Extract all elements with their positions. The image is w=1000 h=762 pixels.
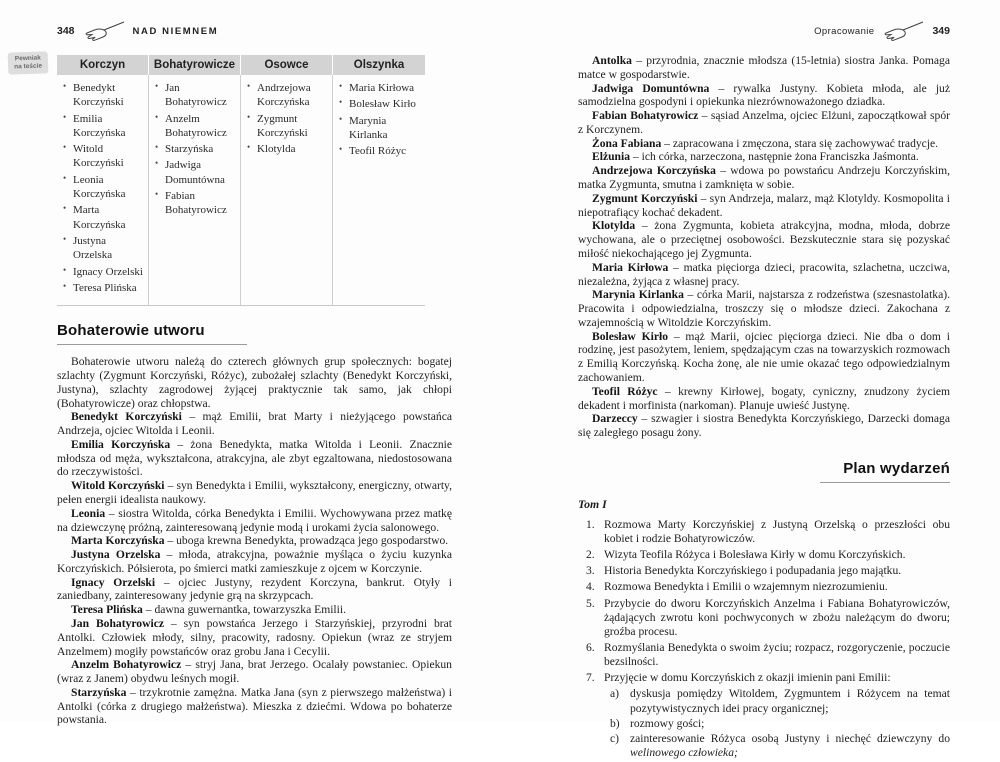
character-name: Andrzejowa Korczyńska bbox=[592, 164, 716, 178]
page-left bbox=[57, 20, 452, 727]
character-entry bbox=[578, 164, 950, 192]
character-name: Teofil Różyc bbox=[592, 384, 658, 398]
plan-item-text: Wizyta Teofila Różyca i Bolesława Kirły w domu Korczyńskich. bbox=[604, 548, 906, 562]
character-name: Antolka bbox=[592, 54, 632, 67]
character-desc: – szwagier i siostra Benedykta Korczyńskiego, Darzecki domaga się zaległego posagu żony. bbox=[578, 412, 950, 440]
plan-item bbox=[586, 671, 950, 760]
list-item: • Marynia Kirlanka bbox=[339, 114, 421, 143]
exam-tip-badge bbox=[8, 51, 49, 75]
characters-section-heading bbox=[57, 322, 452, 345]
character-name: Marta Korczyńska bbox=[71, 534, 165, 548]
hand-with-pen-icon bbox=[83, 20, 125, 42]
list-item: • Klotylda bbox=[247, 142, 328, 156]
character-desc: – żona Zygmunta, kobieta atrakcyjna, modna, młoda, dobrze wychowana, ale o przeciętnej osobowości. Bezskutecznie stara się pozyskać miłość niekochającego jej Zygmunta. bbox=[578, 219, 950, 260]
list-item: • Teofil Różyc bbox=[339, 144, 421, 158]
badge-line-2: na teście bbox=[14, 62, 43, 71]
character-entry bbox=[578, 288, 950, 329]
character-entry bbox=[578, 261, 950, 289]
list-item: • Zygmunt Korczyński bbox=[247, 112, 328, 141]
character-entry bbox=[57, 438, 452, 479]
column-header-korczyn: Korczyn bbox=[57, 55, 149, 75]
plan-item-text: Rozmowa Benedykta i Emilii o wzajemnym niezrozumieniu. bbox=[604, 580, 888, 594]
character-name: Elżunia bbox=[592, 150, 631, 164]
character-desc: – uboga krewna Benedykta, prowadząca jego gospodarstwo. bbox=[167, 534, 449, 548]
character-entry bbox=[57, 534, 452, 548]
character-groups-table bbox=[57, 55, 425, 306]
character-entry bbox=[57, 686, 452, 727]
plan-item bbox=[586, 518, 950, 546]
list-item: • Ignacy Orzelski bbox=[63, 265, 144, 279]
plan-item bbox=[586, 580, 950, 594]
character-name: Żona Fabiana bbox=[592, 136, 662, 150]
left-page-number: 348 bbox=[57, 25, 75, 37]
plan-sub-item-text: zainteresowanie Różyca osobą Justyny i niechęć dziewczyny do bbox=[630, 731, 950, 745]
character-name: Ignacy Orzelski bbox=[71, 575, 156, 589]
plan-item bbox=[586, 641, 950, 669]
character-name: Witold Korczyński bbox=[71, 479, 165, 493]
left-page-header bbox=[57, 20, 452, 42]
character-desc: – syn Andrzeja, malarz, mąż Klotyldy. Kosmopolita i niepotrafiący kochać dekadent. bbox=[578, 191, 950, 219]
character-desc: – ich córka, narzeczona, następnie żona Franciszka Jaśmonta. bbox=[632, 150, 919, 164]
plan-of-events-list bbox=[586, 518, 950, 760]
list-item: • Justyna Orzelska bbox=[63, 234, 144, 263]
column-header-olszynka: Olszynka bbox=[333, 55, 425, 75]
character-name: Bolesław Kirło bbox=[592, 329, 669, 343]
character-desc: – mąż Emilii, brat Marty i nieżyjącego powstańca Andrzeja, ojciec Witolda i Leonii. bbox=[57, 410, 452, 438]
badge-line-1: Pewniak bbox=[14, 54, 41, 63]
character-desc: – młoda, atrakcyjna, poważnie myśląca o życiu kuzynka Korczyńskich. Półsierota, po śmierci matki zamieszkuje z ojcem w Korczynie. bbox=[57, 548, 452, 575]
character-entry bbox=[57, 617, 452, 658]
section-title: Plan wydarzeń bbox=[843, 459, 950, 477]
character-name: Anzelm Bohatyrowicz bbox=[71, 658, 182, 672]
volume-label: Tom I bbox=[578, 496, 607, 511]
character-entry bbox=[578, 150, 950, 164]
plan-sub-item-text: rozmowy gości; bbox=[630, 716, 705, 730]
table-column-korczyn bbox=[57, 75, 149, 305]
character-entry bbox=[578, 54, 950, 82]
character-entry bbox=[578, 385, 950, 413]
table-body bbox=[57, 75, 425, 305]
list-item: • Witold Korczyński bbox=[63, 142, 144, 171]
plan-item bbox=[586, 564, 950, 578]
page-right bbox=[578, 20, 950, 762]
list-item: • Teresa Plińska bbox=[63, 281, 144, 295]
character-name: Klotylda bbox=[592, 219, 636, 233]
heading-underline bbox=[820, 482, 950, 483]
character-desc: – żona Benedykta, matka Witolda i Leonii. Znacznie młodsza od męża, wykształcona, atrakcyjna, ale zbyt egzaltowana, niedostosowana do rzeczywistości. bbox=[57, 437, 453, 479]
right-page-header bbox=[578, 20, 950, 42]
character-desc: – mąż Marii, ojciec pięciorga dzieci. Nie dba o dom i rodzinę, jest pasożytem, leniem, spędzającym czas na towarzyskich rozmowach z Emilią Korczyńską. Kocha żonę, ale nie umie okazać tego odpowiedzialnym zachowaniem. bbox=[578, 329, 950, 384]
character-entry bbox=[57, 576, 452, 604]
character-entry bbox=[57, 658, 452, 686]
running-label: Opracowanie bbox=[814, 25, 875, 37]
list-item: • Benedykt Korczyński bbox=[63, 81, 144, 110]
character-entry bbox=[578, 219, 950, 260]
plan-sub-item bbox=[610, 732, 950, 760]
plan-sub-item-text: dyskusja pomiędzy Witoldem, Zygmuntem i Różycem na temat pozytywistycznych idei pracy organicznej; bbox=[630, 687, 950, 715]
plan-item bbox=[586, 548, 950, 562]
list-item: • Jan Bohatyrowicz bbox=[155, 81, 236, 110]
character-desc: – przyrodnia, znacznie młodsza (15-letnia) siostra Janka. Pomaga matce w gospodarstwie. bbox=[578, 54, 950, 81]
hand-with-pen-icon bbox=[882, 20, 924, 42]
list-item: • Bolesław Kirło bbox=[339, 97, 421, 111]
column-header-bohatyrowicze: Bohatyrowicze bbox=[149, 55, 241, 75]
character-desc: – trzykrotnie zamężna. Matka Jana (syn z pierwszego małżeństwa) i Antolki (córka z drugiego małżeństwa). Mieszka z dziećmi. Wdowa po bohaterze powstania. bbox=[57, 685, 452, 727]
character-desc: – matka pięciorga dzieci, pracowita, szlachetna, uczciwa, niezależna, żyjąca z własnej pracy. bbox=[578, 260, 950, 288]
character-desc: – ojciec Justyny, rezydent Korczyna, bankrut. Otyły i zaniedbany, zainteresowany jedynie grą na skrzypcach. bbox=[57, 575, 452, 603]
character-name: Leonia bbox=[71, 506, 106, 520]
plan-item-text: Przybycie do dworu Korczyńskich Anzelma i Fabiana Bohatyrowiczów, żądających zwrotu koni pochwyconych w zbożu należącym do dworu; groźba procesu. bbox=[604, 596, 950, 638]
character-desc: – rywalka Justyny. Kobieta młoda, ale już samodzielna gospodyni i opiekunka niezrównoważonego dziadka. bbox=[578, 81, 950, 109]
character-name: Jadwiga Domuntówna bbox=[592, 81, 710, 95]
plan-section-heading bbox=[578, 460, 950, 483]
plan-sub-item bbox=[610, 687, 950, 715]
list-item: • Anzelm Bohatyrowicz bbox=[155, 112, 236, 141]
table-column-osowce bbox=[241, 75, 333, 305]
character-entry bbox=[578, 137, 950, 151]
list-item: • Jadwiga Domuntówna bbox=[155, 158, 236, 187]
character-name: Darzeccy bbox=[592, 412, 638, 426]
character-desc: – dawna guwernantka, towarzyszka Emilii. bbox=[145, 603, 346, 617]
character-entry bbox=[578, 330, 950, 385]
list-item: • Leonia Korczyńska bbox=[63, 173, 144, 202]
plan-sub-list bbox=[610, 687, 950, 760]
character-name: Zygmunt Korczyński bbox=[592, 191, 698, 205]
table-column-bohatyrowicze bbox=[149, 75, 241, 305]
plan-sub-item-italic-text: welinowego człowieka; bbox=[630, 745, 738, 759]
character-entry bbox=[578, 82, 950, 110]
character-entry bbox=[57, 479, 452, 507]
plan-item-text: Historia Benedykta Korczyńskiego i podupadania jego majątku. bbox=[604, 564, 902, 578]
character-desc: – krewny Kirłowej, bogaty, cyniczny, znudzony życiem dekadent i morfinista (narkoman). Planuje uwieść Justynę. bbox=[578, 384, 951, 412]
character-name: Teresa Plińska bbox=[71, 603, 143, 617]
character-entry bbox=[57, 507, 452, 535]
plan-item-text: Rozmyślania Benedykta o swoim życiu; rozpacz, rozgoryczenie, poczucie bezsilności. bbox=[604, 641, 950, 669]
plan-item bbox=[586, 597, 950, 639]
list-item: • Maria Kirłowa bbox=[339, 81, 421, 95]
character-entry bbox=[578, 192, 950, 220]
character-desc: – zapracowana i zmęczona, stara się zachowywać tradycje. bbox=[664, 136, 939, 150]
character-name: Benedykt Korczyński bbox=[71, 410, 182, 424]
intro-text: Bohaterowie utworu należą do czterech głównych grup społecznych: bogatej szlachty (Zygmunt Korczyński, Różyc), zubożałej szlachty (Benedykt Korczyński, Justyna), szlachty zagrodowej żyjącej praktycznie tak samo, jak chłopi (Bohatyrowicze) oraz chłopstwa. bbox=[57, 355, 452, 410]
table-column-olszynka bbox=[333, 75, 425, 305]
character-desc: – wdowa po powstańcu Andrzeju Korczyńskim, matka Zygmunta, smutna i zamknięta w sobie. bbox=[578, 164, 951, 192]
list-item: • Marta Korczyńska bbox=[63, 203, 144, 232]
list-item: • Fabian Bohatyrowicz bbox=[155, 189, 236, 218]
table-header-row bbox=[57, 55, 425, 75]
list-item: • Emilia Korczyńska bbox=[63, 112, 144, 141]
character-name: Justyna Orzelska bbox=[71, 548, 161, 562]
heading-underline bbox=[57, 344, 247, 345]
right-page-number: 349 bbox=[932, 25, 950, 37]
character-name: Fabian Bohatyrowicz bbox=[592, 109, 699, 123]
character-entry bbox=[578, 109, 950, 137]
character-entry bbox=[57, 548, 452, 576]
character-entry bbox=[578, 412, 950, 440]
character-desc: – stryj Jana, brat Jerzego. Ocalały powstaniec. Opiekun (wraz z Janem) obydwu leśnych mogił. bbox=[57, 658, 452, 686]
plan-item-text: Przyjęcie w domu Korczyńskich z okazji imienin pani Emilii: bbox=[604, 671, 891, 685]
character-name: Emilia Korczyńska bbox=[71, 437, 171, 451]
section-title: Bohaterowie utworu bbox=[57, 322, 205, 340]
character-desc: – syn powstańca Jerzego i Starzyńskiej, przyrodni brat Antolki. Człowiek młody, silny, pracowity, radosny. Opiekun (wraz ze stryjem Anzelmem) mogiły powstańców oraz grobu Jana i Cecylii. bbox=[57, 617, 452, 658]
intro-paragraph bbox=[57, 355, 452, 410]
plan-item-text: Rozmowa Marty Korczyńskiej z Justyną Orzelską o przeszłości obu kobiet i rodzie Bohatyrowiczów. bbox=[604, 517, 950, 546]
plan-sub-item bbox=[610, 717, 950, 731]
character-name: Jan Bohatyrowicz bbox=[71, 617, 164, 630]
list-item: • Andrzejowa Korczyńska bbox=[247, 81, 328, 110]
character-name: Starzyńska bbox=[71, 685, 127, 699]
character-name: Marynia Kirlanka bbox=[592, 288, 684, 302]
character-desc: – siostra Witolda, córka Benedykta i Emilii. Wychowywana przez matkę na dziewczynę próżną, zainteresowaną jedynie modą i urokami życia salonowego. bbox=[57, 506, 453, 534]
character-entry bbox=[57, 603, 452, 617]
column-header-osowce: Osowce bbox=[241, 55, 333, 75]
character-desc: – córka Marii, najstarsza z rodzeństwa (szesnastolatka). Pracowita i odpowiedzialna, troszczy się o młodsze dzieci. Zakochana z wzajemnością w Witoldzie Korczyńskim. bbox=[578, 288, 950, 329]
character-desc: – sąsiad Anzelma, ojciec Elżuni, zapoczątkował spór z Korczynem. bbox=[578, 109, 950, 136]
character-desc: – syn Benedykta i Emilii, wykształcony, energiczny, otwarty, pełen energii idealista naukowy. bbox=[57, 479, 452, 506]
character-name: Maria Kirłowa bbox=[592, 260, 669, 274]
running-title: NAD NIEMNEM bbox=[132, 25, 219, 37]
list-item: • Starzyńska bbox=[155, 142, 236, 156]
character-entry bbox=[57, 410, 452, 438]
